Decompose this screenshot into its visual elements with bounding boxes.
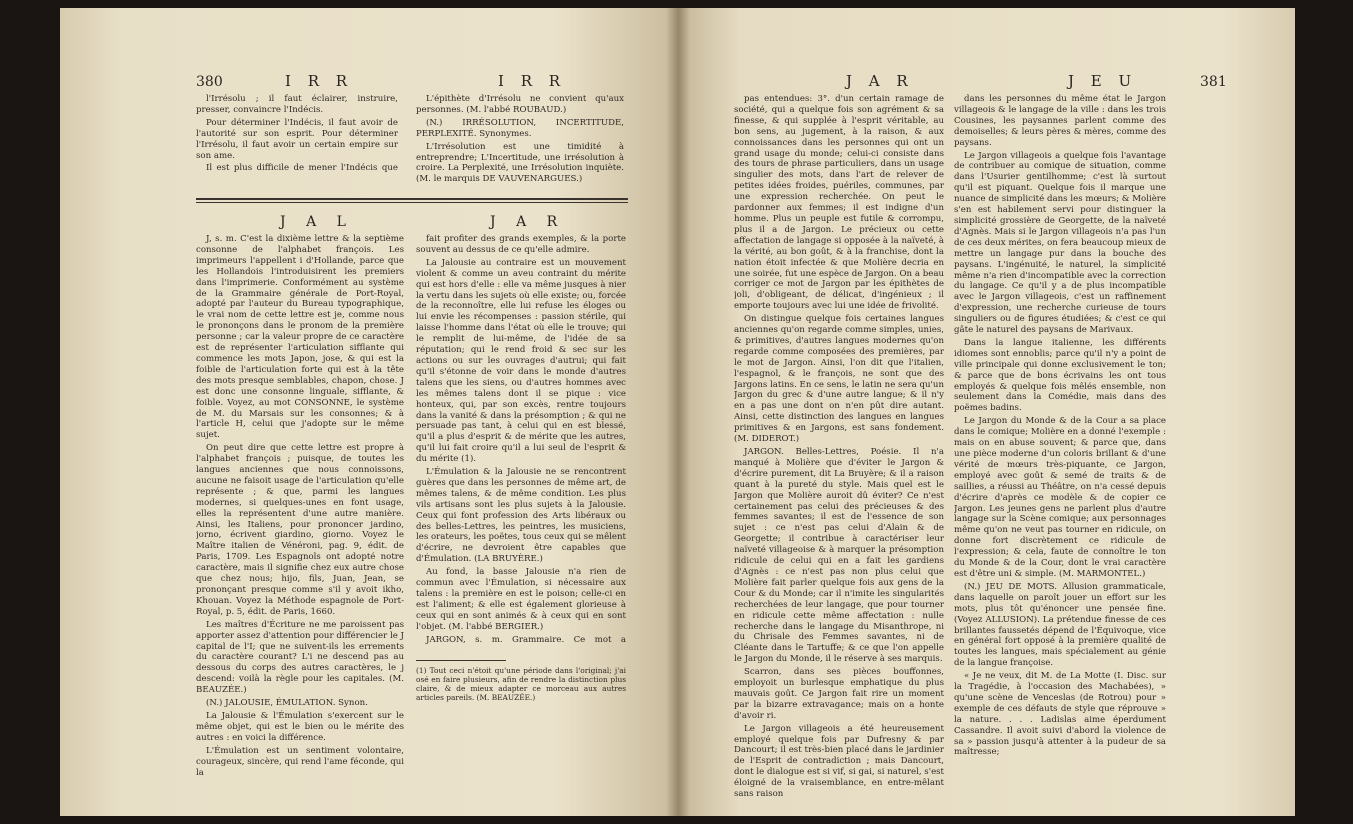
paragraph: L'épithète d'Irrésolu ne convient qu'aux personnes. (M. l'abbé ROUBAUD.) xyxy=(416,94,624,115)
left-column-2 xyxy=(416,234,626,644)
paragraph: J, s. m. C'est la dixième lettre & la septième consonne de l'alphabet françois. Les imprimeurs l'appellent i d'Hollande, parce que les Hollandois l'introduisirent les premiers dans l'imprimerie. Conformément au système de la Grammaire générale de Port-Royal, adopté par l'auteur du Bureau typographique, le vrai nom de cette lettre est je, comme nous le prononçons dans le pronom de la première personne ; car la valeur propre de ce caractère est de représenter l'articulation sifflante qui commence les mots Japon, jose, & qui est la foible de l'articulation forte qui est à la tête des mots presque semblables, chapon, chose. J est donc une consonne linguale, sifflante, & foible. Voyez, au mot CONSONNE, le système de M. du Marsais sur les consonnes; & à l'article H, celui que j'adopte sur le même sujet. xyxy=(196,234,404,441)
paragraph: Il est plus difficile de mener l'Indécis que xyxy=(206,163,398,174)
right-column-2 xyxy=(954,94,1166,804)
paragraph: L'Irrésolution est une timidité à entreprendre; L'Incertitude, une irrésolution à croire. La Perplexité, une Irrésolution inquiète. (M. le marquis DE VAUVENARGUES.) xyxy=(416,141,624,185)
paragraph: (N.) IRRÉSOLUTION, INCERTITUDE, PERPLEXITÉ. Synonymes. xyxy=(416,117,624,139)
paragraph: JARGON. Belles-Lettres, Poésie. Il n'a manqué à Molière que d'éviter le Jargon & d'écrire purement, dit La Bruyère; & il a raison quant à la pureté du style. Mais quel est le Jargon que Molière auroit dû éviter? Ce n'est certainement pas celui des précieuses & des femmes savantes; il est de l'essence de son sujet : ce n'est pas celui d'Alain & de Georgette; il contribue à caractériser leur naïveté villageoise & à marquer la présomption ridicule de celui qui en a fait les gardiens d'Agnès : ce n'est pas non plus celui que Molière fait parler quelque fois aux gens de la Cour & du Monde; car il n'imite les singularités recherchées de leur langage, que pour tourner en ridicule cette même affectation : nulle recherche dans le langage du Misanthrope, ni du Chrisale des Femmes savantes, ni de Cléante dans le Tartuffe; & ce que l'on appelle le Jargon du Monde, il le réserve à ses marquis. xyxy=(734,447,944,665)
paragraph: (N.) JEU DE MOTS. Allusion grammaticale, dans laquelle on paroît jouer un effort sur les mots, plus tôt qu'énoncer une pensée fine. (Voyez ALLUSION). La prétendue finesse de ces brillantes faussetés dépend de l'Équivoque, vice en général fort opposé à la première qualité de toutes les langues, mais spécialement au génie de la langue françoise. xyxy=(954,581,1166,669)
left-running-head-right: I R R xyxy=(498,72,567,90)
paragraph: JARGON, s. m. Grammaire. Ce mot a xyxy=(426,634,626,644)
left-top-column-1 xyxy=(196,94,398,174)
paragraph: On peut dire que cette lettre est propre à l'alphabet françois ; puisque, de toutes les langues anciennes que nous connoissons, aucune ne faisoit usage de l'articulation qu'elle représente ; & que, parmi les langues modernes, si quelques-unes en font usage, elles la représentent d'une autre manière. Ainsi, les Italiens, pour prononcer jardino, jorno, écrivent giardino, giorno. Voyez le Maître italien de Vénéroni, pag. 9, édit. de Paris, 1709. Les Espagnols ont adopté notre caractère, mais il signifie chez eux autre chose que chez nous; hijo, fils, Juan, Jean, se prononçant presque comme s'il y avoit ikho, Khouan. Voyez la Méthode espagnole de Port-Royal, p. 5, édit. de Paris, 1660. xyxy=(196,443,404,617)
paragraph: La Jalousie & l'Émulation s'exercent sur le même objet, qui est le bien ou le mérite des autres : en voici la différence. xyxy=(196,710,404,743)
right-page-number: 381 xyxy=(1200,74,1227,90)
section-head-jar: J A R xyxy=(490,214,566,230)
paragraph: On distingue quelque fois certaines langues anciennes qu'on regarde comme simples, unies, & primitives, d'autres langues modernes qu'on regarde comme composées des premières, par le mot de Jargon. Ainsi, l'on dit que l'italien, l'espagnol, & le françois, ne sont que des Jargons latins. En ce sens, le latin ne sera qu'un Jargon du grec & d'une autre langue; & il n'y en a pas une dont on n'en pût dire autant. Ainsi, cette distinction des langues en langues primitives & en Jargons, est sans fondement. (M. DIDEROT.) xyxy=(734,314,944,445)
left-page-number: 380 xyxy=(196,74,223,90)
paragraph: Le Jargon du Monde & de la Cour a sa place dans le comique; Molière en a donné l'exemple : mais on en abuse souvent; & parce que, dans une pièce moderne d'un coloris brillant & d'une vérité de mœurs très-piquante, ce Jargon, employé avec goût & semé de traits & de saillies, a réussi au Théâtre, on n'a cessé depuis d'écrire d'après ce modèle & de copier ce Jargon. Les jeunes gens ne parlent plus d'autre langage sur la Scène comique; aux personnages même qu'on ne veut pas tourner en ridicule, on donne fort discrètement ce ridicule de l'expression; & cela, faute de connoître le ton du Monde & de la Cour, dont le vrai caractère est d'être uni & simple. (M. MARMONTEL.) xyxy=(954,416,1166,579)
paragraph: Le Jargon villageois a été heureusement employé quelque fois par Dufresny & par Dancourt; il est très-bien placé dans le jardinier de l'Esprit de contradiction ; mais Dancourt, dont le dialogue est si vif, si gai, si naturel, s'est éloigné de la vraisemblance, en entre-mêlant sans raison xyxy=(734,723,944,800)
right-running-head-left: J A R xyxy=(846,72,914,90)
paragraph: Le Jargon villageois a quelque fois l'avantage de contribuer au comique de situation, comme dans l'Usurier gentilhomme; c'est là surtout qu'il est piquant. Quelque fois il marque une nuance de simplicité dans les mœurs; & Molière s'en est habilement servi pour distinguer la simplicité grossière de Georgette, de la naïveté d'Agnès. Mais si le Jargon villageois n'a pas l'un de ces deux mérites, on fera beaucoup mieux de mettre un langage pur dans la bouche des paysans. L'ingénuité, le naturel, la simplicité même n'a rien d'incompatible avec la correction du langage. Ce qu'il y a de plus incompatible avec le Jargon villageois, c'est un raffinement d'expression, une recherche curieuse de tours singuliers ou de figures étudiées; & c'est ce qui gâte le naturel des paysans de Marivaux. xyxy=(954,150,1166,336)
paragraph: pas entendues: 3°. d'un certain ramage de société, qui a quelque fois son agrément & sa finesse, & qui supplée à l'esprit véritable, au bon sens, au jugement, à la raison, & aux connoissances dans les personnes qui ont un grand usage du monde; celui-ci consiste dans des tours de phrase particuliers, dans un usage singulier des mots, dans l'art de relever de petites idées froides, puériles, communes, par une expression recherchée. On peut le pardonner aux femmes; il est indigne d'un homme. Plus un peuple est futile & corrompu, plus il a de Jargon. Le précieux ou cette affectation de langage si opposée à la naïveté, à la vérité, au bon goût, & à la franchise, dont la nation étoit infectée & que Molière decria en une soirée, fut une espèce de Jargon. On a beau corriger ce mot de Jargon par les épithètes de joli, d'obligeant, de délicat, d'ingénieux ; il emporte toujours avec lui une idée de frivolité. xyxy=(734,94,944,312)
left-page xyxy=(60,8,678,816)
paragraph: dans les personnes du même état le Jargon villageois & le langage de la ville : dans les trois Cousines, les paysannes parlent comme des demoiselles; & leurs pères & mères, comme des paysans. xyxy=(954,94,1166,148)
section-rule xyxy=(196,198,628,200)
right-running-head-right: J E U xyxy=(1068,72,1138,90)
right-page xyxy=(678,8,1295,816)
book-spread xyxy=(60,8,1295,816)
paragraph: L'Émulation & la Jalousie ne se rencontrent guères que dans les personnes de même art, de mêmes talens, & de même condition. Les plus vils artisans sont les plus sujets à la Jalousie. Ceux qui font profession des Arts libéraux ou des belles-Lettres, les peintres, les musiciens, les orateurs, les poëtes, tous ceux qui se mêlent d'écrire, ne devroient être capables que d'Émulation. (LA BRUYÈRE.) xyxy=(416,467,626,565)
paragraph: Scarron, dans ses pièces bouffonnes, employoit un burlesque emphatique du plus mauvais goût. Ce Jargon fait rire un moment par la bizarre extravagance; mais on a honte d'avoir ri. xyxy=(734,667,944,721)
book-gutter xyxy=(666,8,690,816)
paragraph: Pour déterminer l'Indécis, il faut avoir de l'autorité sur son esprit. Pour déterminer l'Irrésolu, il faut avoir un certain empire sur son ame. xyxy=(196,117,398,161)
paragraph: L'Émulation est un sentiment volontaire, courageux, sincère, qui rend l'ame féconde, qui la xyxy=(196,745,404,778)
paragraph: Au fond, la basse Jalousie n'a rien de commun avec l'Émulation, si nécessaire aux talens : la première en est le poison; celle-ci en est l'aliment; & elle est également glorieuse à ceux qui en sont animés & à ceux qui en sont l'objet. (M. l'abbé BERGIER.) xyxy=(416,567,626,632)
footnote-rule xyxy=(416,660,506,661)
right-column-1 xyxy=(734,94,944,804)
left-column-1 xyxy=(196,234,404,800)
left-top-column-2 xyxy=(416,94,624,192)
paragraph: l'Irrésolu ; il faut éclairer, instruire, presser, convaincre l'Indécis. xyxy=(196,94,398,115)
paragraph: Dans la langue italienne, les différents idiomes sont ennoblis; parce qu'il n'y a point de ville principale qui donne exclusivement le ton; & parce que de bons écrivains les ont tous employés & quelque fois mêlés ensemble, non seulement dans la Comédie, mais dans des poëmes badins. xyxy=(954,337,1166,414)
paragraph: La Jalousie au contraire est un mouvement violent & comme un aveu contraint du mérite qui est hors d'elle : elle va même jusques à nier la vertu dans les sujets où elle existe; ou, forcée de la reconnoître, elle lui refuse les éloges ou lui envie les récompenses : passion stérile, qui laisse l'homme dans l'état où elle le trouve; qui le remplit de lui-même, de l'idée de sa réputation; qui le rend froid & sec sur les actions ou sur les ouvrages d'autrui; qui fait qu'il s'étonne de voir dans le monde d'autres talens que les siens, ou d'autres hommes avec les mêmes talens dont il se pique : vice honteux, qui, par son excès, rentre toujours dans la vanité & dans la présomption ; & qui ne persuade pas tant, à celui qui en est blessé, qu'il a plus d'esprit & de mérite que les autres, qu'il lui fait croire qu'il a lui seul de l'esprit & du mérite (1). xyxy=(416,257,626,465)
paragraph: Les maîtres d'Écriture ne me paroissent pas apporter assez d'attention pour différencier le J capital de l'I; que ne suivent-ils les errements du caractère courant? L'i ne descend pas au dessous du corps des autres caractères, le j descend: voilà la règle pour les capitales. (M. BEAUZÉE.) xyxy=(196,619,404,696)
section-head-jal: J A L xyxy=(280,214,354,230)
section-rule-thin xyxy=(196,202,628,203)
left-running-head-left: I R R xyxy=(285,72,354,90)
paragraph: fait profiter des grands exemples, & la porte souvent au dessus de ce qu'elle admire. xyxy=(416,234,626,255)
paragraph: « Je ne veux, dit M. de La Motte (I. Disc. sur la Tragédie, à l'occasion des Machabées), » qu'une scène de Venceslas (de Rotrou) pour » exemple de ces défauts de style que réprouve » la nature. . . . Ladislas aime éperdument Cassandre. Il avoit suivi d'abord la violence de sa » passion jusqu'à attenter à la pudeur de sa maîtresse; xyxy=(954,671,1166,758)
paragraph: (N.) JALOUSIE, ÉMULATION. Synon. xyxy=(206,698,368,709)
footnote: (1) Tout ceci n'étoit qu'une période dans l'original; j'ai osé en faire plusieurs, afin de rendre la distinction plus claire, & de mieux adapter ce morceau aux autres articles pareils. (M. BEAUZÉE.) xyxy=(416,666,626,702)
